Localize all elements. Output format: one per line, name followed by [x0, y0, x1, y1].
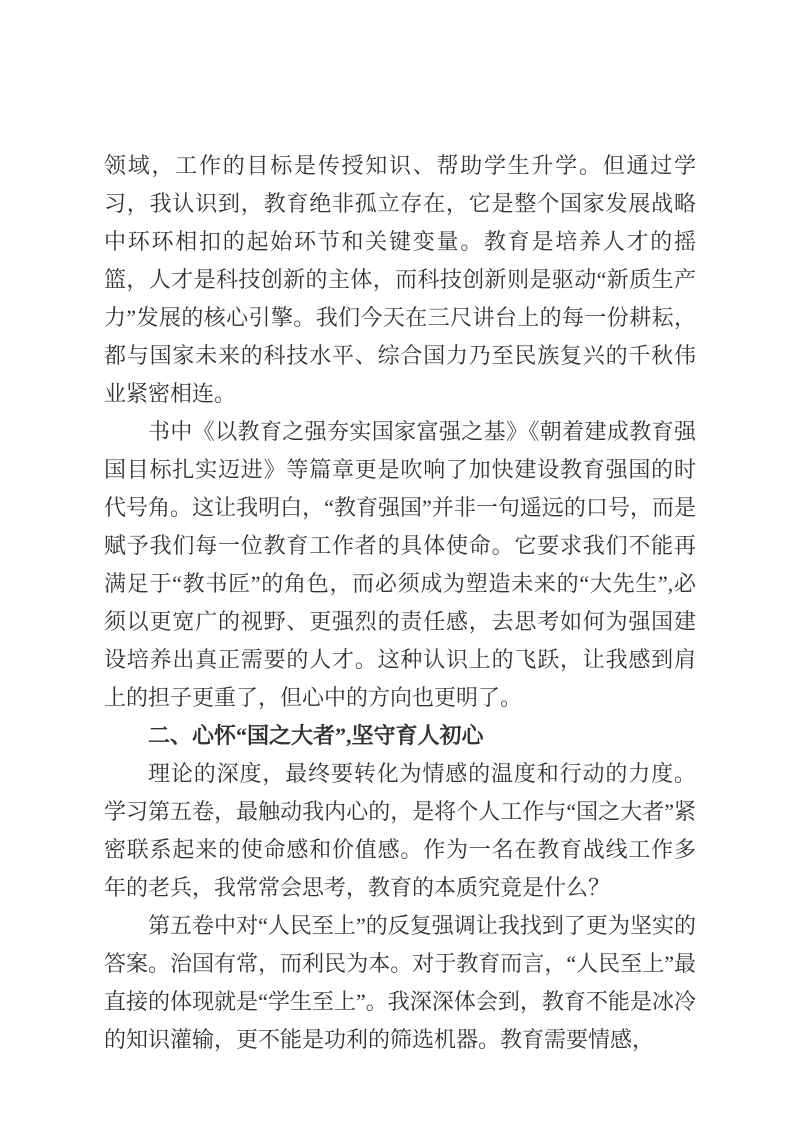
paragraph-people-first: 第五卷中对“人民至上”的反复强调让我找到了更为坚实的答案。治国有常，而利民为本。对于教育而言，“人民至上”最直接的体现就是“学生至上”。我深深体会到，教育不能是冰冷的知识灌输，更不能是功利的筛选机器。教育需要情感， — [104, 913, 697, 1052]
paragraph-education-strong-nation: 书中《以教育之强夯实国家富强之基》《朝着建成教育强国目标扎实迈进》等篇章更是吹响了加快建设教育强国的时代号角。这让我明白，“教育强国”并非一句遥远的口号，而是赋予我们每一位教育工作者的具体使命。它要求我们不能再满足于“教书匠”的角色，而必须成为塑造未来的“大先生”,必须以更宽广的视野、更强烈的责任感，去思考如何为强国建设培养出真正需要的人才。这种认识上的飞跃，让我感到肩上的担子更重了，但心中的方向也更明了。 — [104, 419, 696, 710]
document-body — [104, 147, 696, 1059]
paragraph-theory-to-emotion: 理论的深度，最终要转化为情感的温度和行动的力度。学习第五卷，最触动我内心的，是将个人工作与“国之大者”紧密联系起来的使命感和价值感。作为一名在教育战线工作多年的老兵，我常常会思考，教育的本质究竟是什么？ — [104, 761, 697, 900]
paragraph-continuation: 领域，工作的目标是传授知识、帮助学生升学。但通过学习，我认识到，教育绝非孤立存在，它是整个国家发展战略中环环相扣的起始环节和关键变量。教育是培养人才的摇篮，人才是科技创新的主体，而科技创新则是驱动“新质生产力”发展的核心引擎。我们今天在三尺讲台上的每一份耕耘，都与国家未来的科技水平、综合国力乃至民族复兴的千秋伟业紧密相连。 — [104, 153, 696, 406]
section-heading: 二、心怀“国之大者”,坚守育人初心 — [148, 723, 484, 748]
